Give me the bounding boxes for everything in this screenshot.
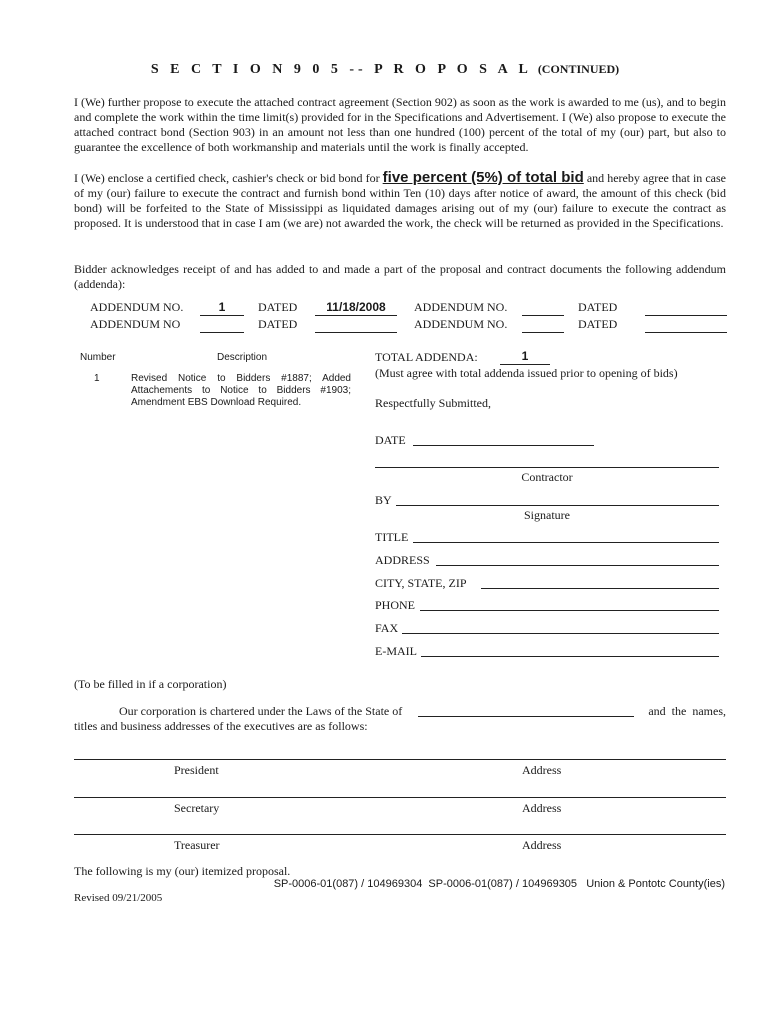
addendum-1-number[interactable]: 1 bbox=[218, 300, 226, 314]
corporation-text-post: and the names, bbox=[648, 704, 726, 718]
addendum-4-number-line[interactable] bbox=[522, 332, 564, 333]
secretary-label: Secretary bbox=[174, 801, 220, 815]
addendum-3-date-line[interactable] bbox=[315, 332, 397, 333]
continued-label: (CONTINUED) bbox=[537, 62, 620, 76]
phone-label: PHONE bbox=[375, 598, 416, 612]
addendum-no-label-3: ADDENDUM NO bbox=[90, 317, 181, 331]
address-line[interactable] bbox=[436, 565, 719, 566]
itemized-proposal-note: The following is my (our) itemized proposal. bbox=[74, 864, 291, 878]
bid-bond-amount: five percent (5%) of total bid bbox=[382, 169, 584, 186]
addendum-no-label-1: ADDENDUM NO. bbox=[90, 300, 184, 314]
paragraph-addenda: Bidder acknowledges receipt of and has added to and made a part of the proposal and contract documents the following addendum (addenda): bbox=[74, 262, 726, 291]
addendum-no-label-2: ADDENDUM NO. bbox=[414, 300, 508, 314]
addenda-row-description: Revised Notice to Bidders #1887; Added Attachements to Notice to Bidders #1903; Amendment EBS Download Required. bbox=[131, 373, 351, 408]
fax-label: FAX bbox=[375, 621, 399, 635]
addenda-row-number: 1 bbox=[94, 373, 100, 384]
respectfully-submitted: Respectfully Submitted, bbox=[375, 396, 491, 410]
project-reference: SP-0006-01(087) / 104969304 SP-0006-01(087) / 104969305 Union & Pontotc County(ies) bbox=[273, 878, 725, 890]
title-label: TITLE bbox=[375, 530, 409, 544]
paragraph-execute-contract: I (We) further propose to execute the attached contract agreement (Section 902) as soon as the work is awarded to me (us), and to begin and complete the work within the time limit(s) provided for in the Specifications and Advertisement. I (We) also propose to execute the attached contract bond (Section 903) in an amount not less than one hundred (100) percent of the total of my (our) part, but also to guarantee the excellence of both workmanship and materials until the work is finally accepted. bbox=[74, 95, 726, 154]
addendum-2-date-line[interactable] bbox=[645, 315, 727, 316]
addendum-2-number-line[interactable] bbox=[522, 315, 564, 316]
addendum-3-number-line[interactable] bbox=[200, 332, 244, 333]
city-state-zip-line[interactable] bbox=[481, 588, 719, 589]
secretary-address-label: Address bbox=[522, 801, 562, 815]
fax-line[interactable] bbox=[402, 633, 719, 634]
treasurer-address-label: Address bbox=[522, 838, 562, 852]
bid-bond-post: and hereby agree that in case of my (our) failure to execute the contract and furnish bond within Ten (10) days after notice of award, the amount of this check (bid bond) will be forfeited to the State of Mississippi as liquidated damages arising out of my (our) failure to execute the contract as proposed. It is understood that in case I am (we are) not awarded the work, the check will be returned as provided in the Specifications. bbox=[74, 171, 726, 230]
signature-line[interactable] bbox=[396, 505, 719, 506]
revised-date: Revised 09/21/2005 bbox=[74, 892, 163, 904]
corporation-text-pre: Our corporation is chartered under the Laws of the State of bbox=[119, 704, 403, 718]
addenda-col-number: Number bbox=[80, 352, 116, 363]
dated-label-1: DATED bbox=[258, 300, 298, 314]
title-line[interactable] bbox=[413, 542, 719, 543]
president-line[interactable] bbox=[74, 759, 726, 760]
bid-bond-pre: I (We) enclose a certified check, cashier's check or bid bond for bbox=[74, 171, 383, 185]
addendum-1-number-line bbox=[200, 315, 244, 316]
president-address-label: Address bbox=[522, 763, 562, 777]
secretary-line[interactable] bbox=[74, 797, 726, 798]
total-addenda-value[interactable]: 1 bbox=[521, 349, 529, 363]
section-title: S E C T I O N 9 0 5 -- P R O P O S A L bbox=[150, 62, 532, 77]
total-addenda-label: TOTAL ADDENDA: bbox=[375, 350, 478, 364]
addendum-4-date-line[interactable] bbox=[645, 332, 727, 333]
dated-label-4: DATED bbox=[578, 317, 618, 331]
phone-line[interactable] bbox=[420, 610, 719, 611]
addendum-1-date-line bbox=[315, 315, 397, 316]
signature-label: Signature bbox=[524, 508, 570, 522]
corporation-heading: (To be filled in if a corporation) bbox=[74, 677, 227, 691]
addendum-no-label-4: ADDENDUM NO. bbox=[414, 317, 508, 331]
addenda-col-description: Description bbox=[217, 352, 268, 363]
date-label: DATE bbox=[375, 433, 406, 447]
email-line[interactable] bbox=[421, 656, 719, 657]
contractor-line[interactable] bbox=[375, 467, 719, 468]
total-addenda-line bbox=[500, 364, 550, 365]
treasurer-label: Treasurer bbox=[174, 838, 220, 852]
addendum-1-date[interactable]: 11/18/2008 bbox=[326, 300, 386, 314]
corporation-text-line2: titles and business addresses of the executives are as follows: bbox=[74, 719, 368, 733]
city-state-zip-label: CITY, STATE, ZIP bbox=[375, 576, 467, 590]
must-agree-note: (Must agree with total addenda issued prior to opening of bids) bbox=[375, 366, 678, 380]
paragraph-bid-bond bbox=[74, 170, 726, 231]
president-label: President bbox=[174, 763, 219, 777]
date-line[interactable] bbox=[413, 445, 594, 446]
page-title bbox=[0, 62, 770, 78]
contractor-label: Contractor bbox=[521, 470, 573, 484]
dated-label-2: DATED bbox=[578, 300, 618, 314]
dated-label-3: DATED bbox=[258, 317, 298, 331]
by-label: BY bbox=[375, 493, 392, 507]
email-label: E-MAIL bbox=[375, 644, 417, 658]
treasurer-line[interactable] bbox=[74, 834, 726, 835]
address-label: ADDRESS bbox=[375, 553, 430, 567]
state-of-charter-line[interactable] bbox=[418, 716, 634, 717]
